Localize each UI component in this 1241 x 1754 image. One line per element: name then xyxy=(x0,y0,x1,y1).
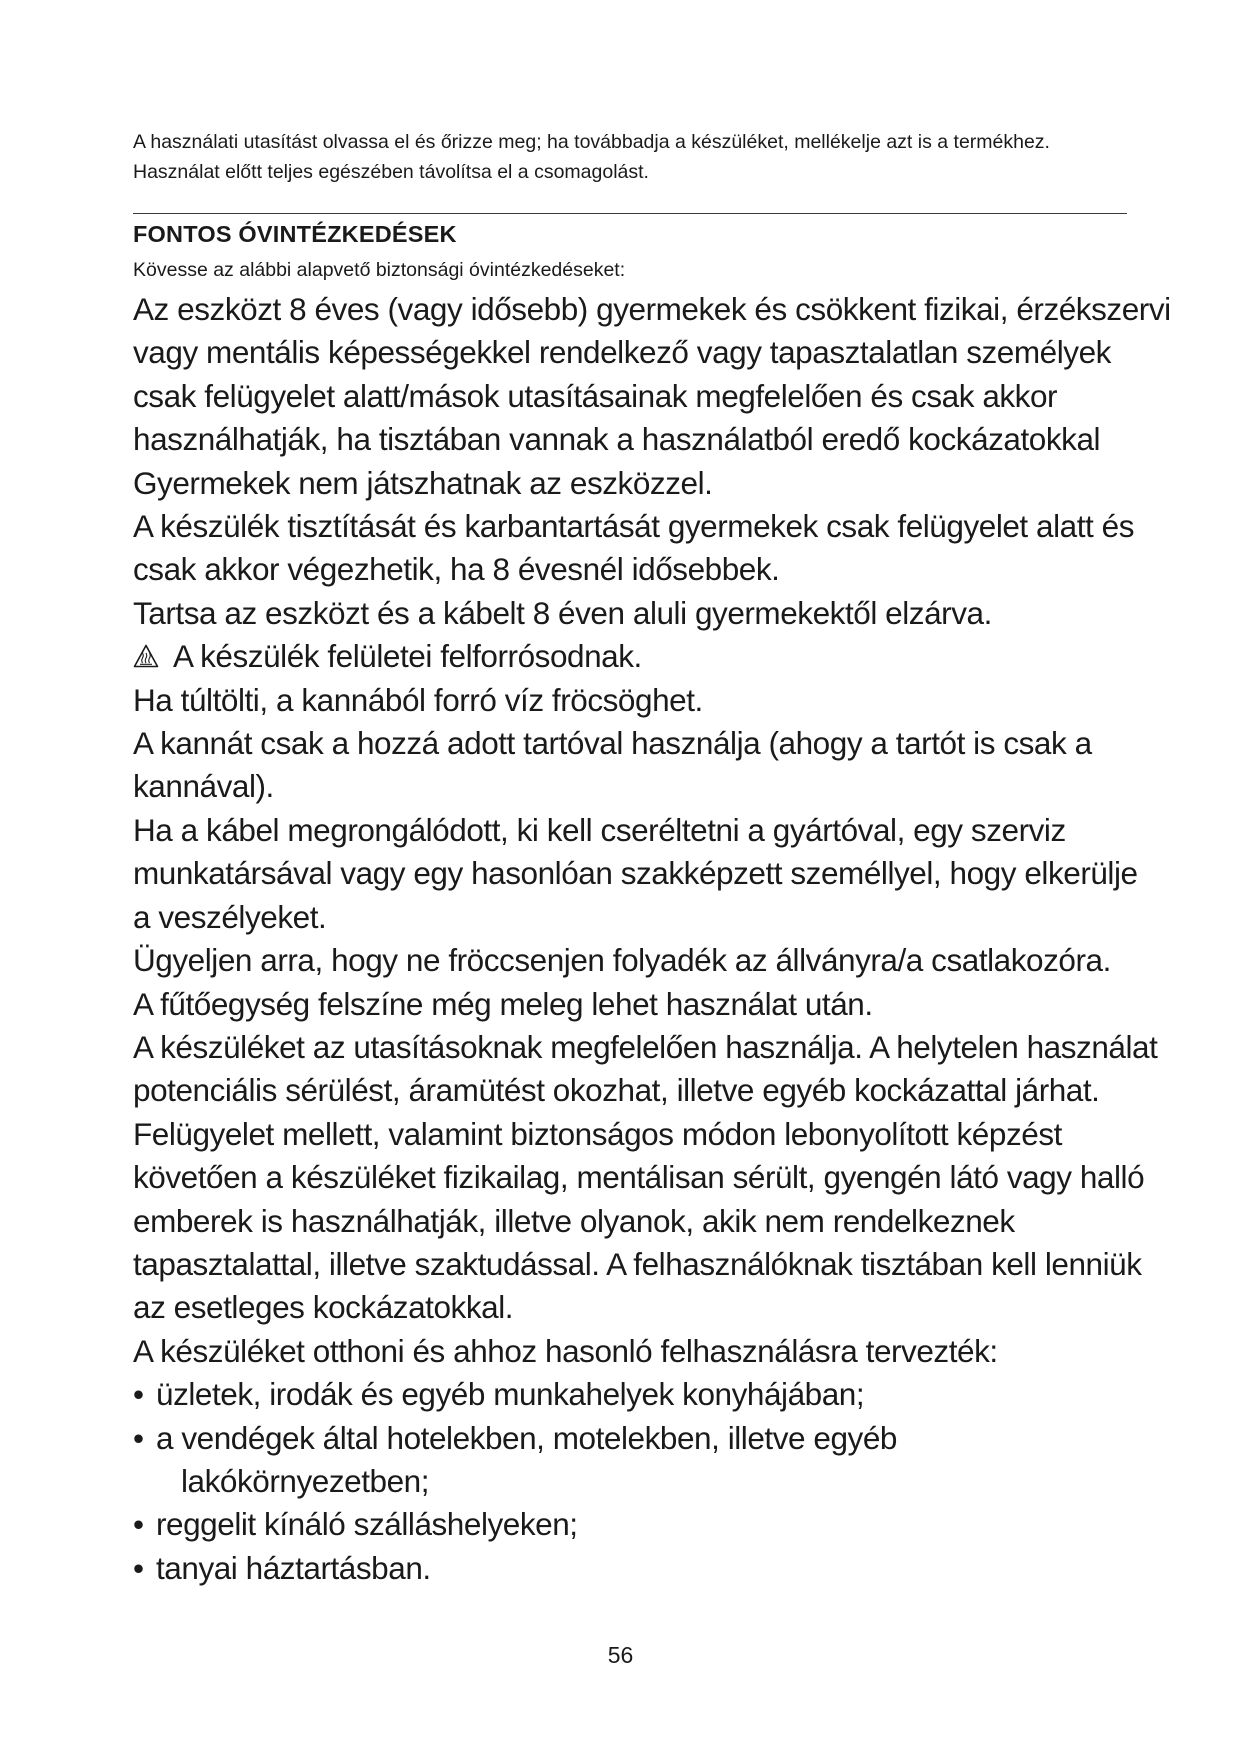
body-line: kannával). xyxy=(133,768,274,805)
body-line: A fűtőegység felszíne még meleg lehet használat után. xyxy=(133,985,873,1022)
body-line: az esetleges kockázatokkal. xyxy=(133,1289,514,1326)
body-line: Felügyelet mellett, valamint biztonságos módon lebonyolított képzést xyxy=(133,1115,1062,1152)
list-item xyxy=(133,1547,1133,1590)
section-title: FONTOS ÓVINTÉZKEDÉSEK xyxy=(133,221,457,247)
body-line: Tartsa az eszközt és a kábelt 8 éven aluli gyermekektől elzárva. xyxy=(133,594,992,631)
list-item xyxy=(133,1417,1133,1460)
body-line: A készüléket az utasításoknak megfelelően használja. A helytelen használat xyxy=(133,1028,1158,1065)
body-line: Ha túltölti, a kannából forró víz fröcsöghet. xyxy=(133,681,703,718)
body-line: tapasztalattal, illetve szaktudással. A felhasználóknak tisztában kell lenniük xyxy=(133,1245,1142,1282)
body-line: A kannát csak a hozzá adott tartóval használja (ahogy a tartót is csak a xyxy=(133,725,1092,762)
body-line: csak felügyelet alatt/mások utasításainak megfelelően és csak akkor xyxy=(133,377,1058,414)
section-divider xyxy=(133,213,1127,214)
intro-notice xyxy=(133,127,1123,187)
list-item-text: üzletek, irodák és egyéb munkahelyek konyhájában; xyxy=(156,1376,865,1413)
body-line: Az eszközt 8 éves (vagy idősebb) gyermekek és csökkent fizikai, érzékszervi xyxy=(133,291,1171,327)
list-item-continuation: lakókörnyezetben; xyxy=(181,1462,430,1499)
body-line: vagy mentális képességekkel rendelkező vagy tapasztalatlan személyek xyxy=(133,334,1111,371)
body-line: Ügyeljen arra, hogy ne fröccsenjen folyadék az állványra/a csatlakozóra. xyxy=(133,942,1111,979)
intro-line-2: Használat előtt teljes egészében távolítsa el a csomagolást. xyxy=(133,161,649,183)
list-item xyxy=(133,1373,1133,1416)
list-item-text: tanyai háztartásban. xyxy=(156,1549,431,1586)
warning-text: A készülék felületei felforrósodnak. xyxy=(173,638,642,675)
page-number: 56 xyxy=(607,1642,634,1668)
body-line: emberek is használhatják, illetve olyanok, akik nem rendelkeznek xyxy=(133,1202,1015,1239)
body-line: csak akkor végezhetik, ha 8 évesnél idősebbek. xyxy=(133,551,780,588)
intro-line-1: A használati utasítást olvassa el és őrizze meg; ha továbbadja a készüléket, mellékelje azt is a termékhez. xyxy=(133,131,1050,153)
body-line: A készülék tisztítását és karbantartását gyermekek csak felügyelet alatt és xyxy=(133,508,1134,545)
bullet-marker: • xyxy=(133,1419,144,1456)
body-line: használhatják, ha tisztában vannak a használatból eredő kockázatokkal xyxy=(133,421,1101,458)
body-line: Ha a kábel megrongálódott, ki kell cseréltetni a gyártóval, egy szerviz xyxy=(133,811,1066,848)
list-item-text: reggelit kínáló szálláshelyeken; xyxy=(156,1506,578,1543)
body-line: követően a készüléket fizikailag, mentálisan sérült, gyengén látó vagy halló xyxy=(133,1159,1145,1196)
hot-surface-warning-icon xyxy=(133,644,159,668)
body-line: Gyermekek nem játszhatnak az eszközzel. xyxy=(133,464,713,501)
body-line: a veszélyeket. xyxy=(133,898,327,935)
section-subtitle: Kövesse az alábbi alapvető biztonsági óvintézkedéseket: xyxy=(133,259,626,281)
warning-line xyxy=(133,635,1133,678)
body-line: potenciális sérülést, áramütést okozhat, illetve egyéb kockázattal járhat. xyxy=(133,1072,1100,1109)
list-item xyxy=(133,1503,1133,1546)
list-item-text: a vendégek által hotelekben, motelekben, illetve egyéb xyxy=(156,1419,897,1456)
body-line: munkatársával vagy egy hasonlóan szakképzett személlyel, hogy elkerülje xyxy=(133,855,1138,892)
bullet-marker: • xyxy=(133,1376,144,1413)
safety-instructions xyxy=(133,288,1171,1590)
bullet-marker: • xyxy=(133,1549,144,1586)
body-line: A készüléket otthoni és ahhoz hasonló felhasználásra tervezték: xyxy=(133,1332,998,1369)
bullet-marker: • xyxy=(133,1506,144,1543)
